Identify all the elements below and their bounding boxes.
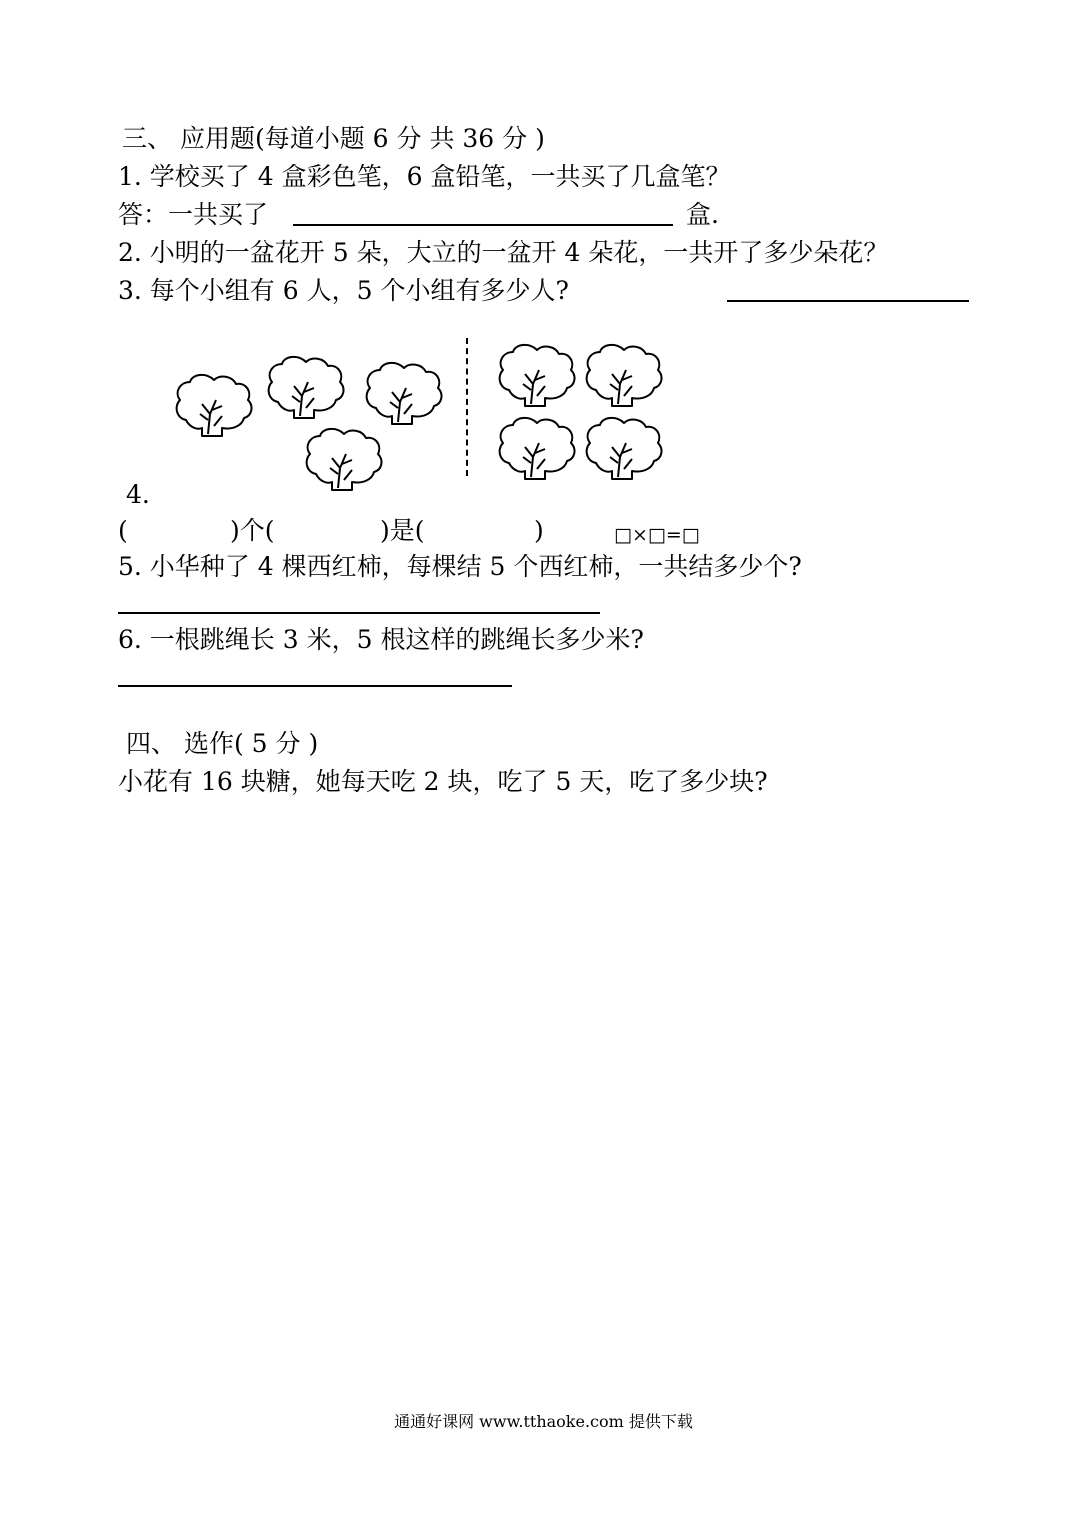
tree-icon [264, 352, 346, 422]
answer-blank-6[interactable] [118, 685, 512, 687]
answer-blank-1[interactable] [293, 224, 673, 226]
question-5: 5. 小华种了 4 棵西红柿，每棵结 5 个西红柿，一共结多少个? [118, 552, 802, 581]
question-4-blank-ge: )个( [230, 516, 275, 545]
question-1: 1. 学校买了 4 盒彩色笔，6 盒铅笔，一共买了几盒笔？ [118, 162, 731, 191]
question-4-number: 4. [126, 480, 150, 509]
question-3: 3. 每个小组有 6 人，5 个小组有多少人? [118, 276, 569, 305]
answer-blank-5[interactable] [118, 612, 600, 614]
section4-question: 小花有 16 块糖，她每天吃 2 块，吃了 5 天，吃了多少块? [118, 767, 768, 796]
answer-blank-3[interactable] [727, 300, 969, 302]
dashed-divider [466, 338, 468, 476]
question-6: 6. 一根跳绳长 3 米，5 根这样的跳绳长多少米? [118, 625, 644, 654]
tree-icon [582, 413, 664, 483]
tree-icon [362, 358, 444, 428]
section3-heading: 三、 应用题(每道小题 6 分 共 36 分 ) [122, 124, 545, 153]
question-1-answer-prefix: 答：一共买了 [118, 200, 269, 229]
footer-credit: 通通好课网 www.tthaoke.com 提供下载 [394, 1412, 693, 1431]
question-1-answer-suffix: 盒. [686, 200, 719, 229]
tree-icon [172, 370, 254, 440]
tree-icon [302, 424, 384, 494]
section4-heading: 四、 选作( 5 分 ) [126, 729, 319, 758]
question-4-formula: □×□=□ [614, 524, 700, 546]
question-2: 2. 小明的一盆花开 5 朵，大立的一盆开 4 朵花，一共开了多少朵花？ [118, 238, 889, 267]
tree-icon [495, 340, 577, 410]
question-4-blank-close: ) [534, 516, 544, 545]
question-4-blank-open: ( [118, 516, 128, 545]
question-4-blank-shi: )是( [380, 516, 425, 545]
tree-icon [582, 340, 664, 410]
tree-icon [495, 413, 577, 483]
